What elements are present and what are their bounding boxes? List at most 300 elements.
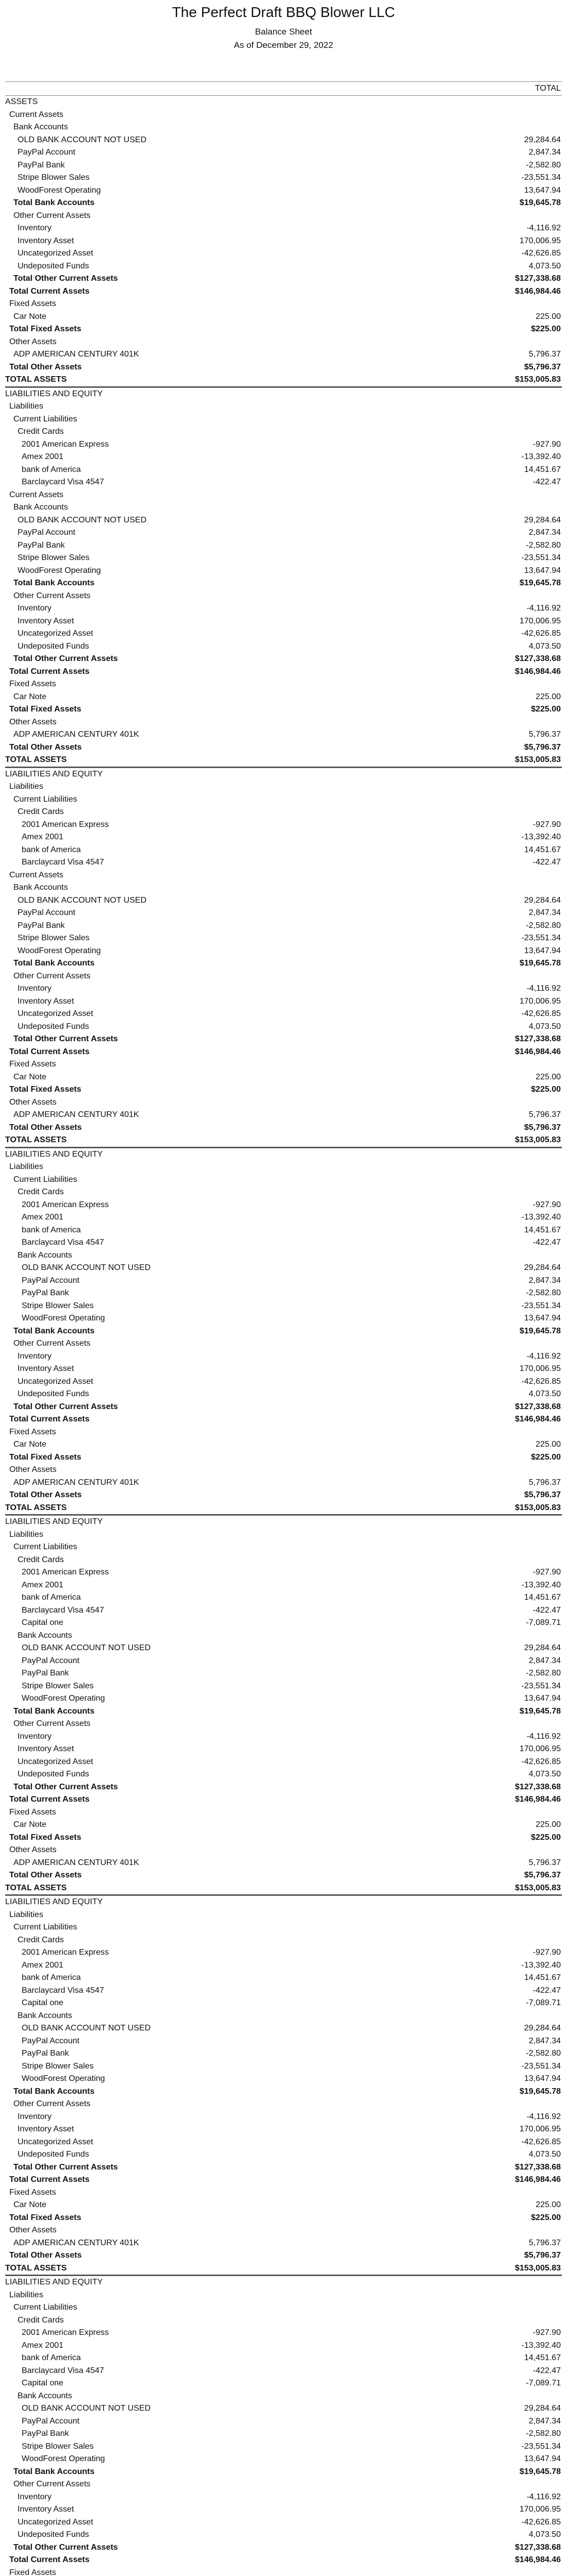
row-label: 2001 American Express xyxy=(22,2328,109,2337)
row-label: Undeposited Funds xyxy=(18,2530,89,2539)
row-amount: 13,647.94 xyxy=(524,185,561,195)
row-label: Inventory xyxy=(18,1351,52,1361)
account-row xyxy=(5,615,562,628)
account-row xyxy=(5,1566,562,1579)
row-amount: $127,338.68 xyxy=(515,1782,561,1791)
row-amount: 2,847.34 xyxy=(528,2416,561,2426)
account-row xyxy=(5,1718,562,1731)
row-amount: $5,796.37 xyxy=(524,1490,561,1499)
row-label: Amex 2001 xyxy=(22,1580,63,1589)
row-amount: $146,984.46 xyxy=(515,1795,561,1804)
row-label: Other Assets xyxy=(9,1845,57,1854)
account-row xyxy=(5,2453,562,2466)
account-row xyxy=(5,1363,562,1376)
row-label: Inventory xyxy=(18,984,52,993)
row-label: WoodForest Operating xyxy=(22,2074,105,2083)
row-label: Liabilities xyxy=(9,1530,43,1539)
total-row xyxy=(5,1793,562,1806)
row-amount: -2,582.80 xyxy=(526,921,561,930)
row-amount: -42,626.85 xyxy=(521,1377,561,1386)
row-label: Inventory Asset xyxy=(18,996,74,1006)
total-row xyxy=(5,1033,562,1046)
row-label: 2001 American Express xyxy=(22,439,109,449)
account-row xyxy=(5,1959,562,1972)
account-row xyxy=(5,1174,562,1187)
account-row xyxy=(5,2060,562,2073)
account-row xyxy=(5,1554,562,1567)
account-row xyxy=(5,2148,562,2161)
row-label: Credit Cards xyxy=(18,1188,64,1196)
account-row xyxy=(5,970,562,983)
row-amount: 29,284.64 xyxy=(524,2404,561,2413)
account-row xyxy=(5,172,562,184)
row-label: Stripe Blower Sales xyxy=(22,2061,94,2071)
account-row xyxy=(5,1617,562,1630)
account-row xyxy=(5,1997,562,2010)
row-amount: 170,006.95 xyxy=(519,996,561,1006)
row-label: Amex 2001 xyxy=(22,2341,63,2350)
row-amount: $5,796.37 xyxy=(524,362,561,371)
account-row xyxy=(5,1630,562,1642)
row-label: Other Assets xyxy=(9,1097,57,1107)
row-label: Total Bank Accounts xyxy=(13,1706,95,1716)
account-row xyxy=(5,1972,562,1985)
row-label: Total Current Assets xyxy=(9,2175,90,2184)
row-amount: -23,551.34 xyxy=(521,2442,561,2451)
row-amount: 4,073.50 xyxy=(528,2530,561,2539)
account-row xyxy=(5,2199,562,2212)
row-label: Other Current Assets xyxy=(13,2480,91,2488)
row-amount: 13,647.94 xyxy=(524,1694,561,1703)
row-label: Other Current Assets xyxy=(13,591,91,600)
row-amount: $127,338.68 xyxy=(515,2543,561,2552)
row-label: Total Other Current Assets xyxy=(13,1402,118,1411)
row-label: Total Other Assets xyxy=(9,2251,82,2260)
row-label: TOTAL ASSETS xyxy=(5,1883,67,1892)
row-label: Total Other Assets xyxy=(9,1871,82,1879)
account-row xyxy=(5,1642,562,1655)
row-amount: -13,392.40 xyxy=(521,1960,561,1970)
row-label: PayPal Bank xyxy=(18,921,65,930)
row-amount: 13,647.94 xyxy=(524,1314,561,1323)
row-label: Other Assets xyxy=(9,2226,57,2234)
row-label: Fixed Assets xyxy=(9,2188,56,2197)
row-amount: $225.00 xyxy=(531,1452,561,1462)
row-label: Current Liabilities xyxy=(13,1175,77,1184)
total-row xyxy=(5,703,562,716)
section-row xyxy=(5,387,562,401)
account-row xyxy=(5,781,562,793)
row-label: Inventory xyxy=(18,2492,52,2501)
row-label: Stripe Blower Sales xyxy=(22,1301,94,1310)
account-row xyxy=(5,1096,562,1109)
total-row xyxy=(5,2249,562,2262)
row-label: Total Other Assets xyxy=(9,362,82,371)
row-label: Uncategorized Asset xyxy=(18,1757,93,1766)
account-row xyxy=(5,932,562,945)
row-amount: 29,284.64 xyxy=(524,2024,561,2032)
row-amount: -4,116.92 xyxy=(526,2492,561,2501)
row-amount: $19,645.78 xyxy=(519,198,561,207)
account-row xyxy=(5,2516,562,2529)
row-amount: 14,451.67 xyxy=(524,845,561,854)
account-row xyxy=(5,552,562,565)
row-amount: 225.00 xyxy=(536,692,561,701)
row-label: Liabilities xyxy=(9,2290,43,2299)
total-row xyxy=(5,666,562,679)
row-amount: $127,338.68 xyxy=(515,2162,561,2172)
row-amount: -4,116.92 xyxy=(526,604,561,613)
row-amount: $153,005.83 xyxy=(515,1503,561,1512)
account-row xyxy=(5,1946,562,1959)
row-label: Total Other Current Assets xyxy=(13,1782,118,1791)
account-row xyxy=(5,716,562,729)
row-label: Barclaycard Visa 4547 xyxy=(22,1605,104,1615)
row-label: PayPal Account xyxy=(22,2036,80,2045)
account-row xyxy=(5,247,562,260)
row-amount: -927.90 xyxy=(532,2328,561,2337)
row-amount: -13,392.40 xyxy=(521,1213,561,1222)
row-label: Fixed Assets xyxy=(9,680,56,688)
row-label: Other Assets xyxy=(9,717,57,726)
account-row xyxy=(5,1008,562,1021)
row-amount: 29,284.64 xyxy=(524,515,561,524)
row-label: Credit Cards xyxy=(18,2315,64,2325)
row-amount: $146,984.46 xyxy=(515,2175,561,2184)
account-row xyxy=(5,1985,562,1997)
row-label: Uncategorized Asset xyxy=(18,2517,93,2527)
account-row xyxy=(5,1680,562,1693)
row-label: Credit Cards xyxy=(18,807,64,816)
account-row xyxy=(5,1529,562,1541)
account-row xyxy=(5,602,562,615)
row-amount: -4,116.92 xyxy=(526,2112,561,2121)
total-row xyxy=(5,1134,562,1148)
row-label: WoodForest Operating xyxy=(18,946,101,955)
row-amount: $153,005.83 xyxy=(515,1136,561,1144)
row-amount: $225.00 xyxy=(531,2213,561,2222)
row-label: 2001 American Express xyxy=(22,820,109,829)
row-label: Barclaycard Visa 4547 xyxy=(22,1986,104,1995)
total-row xyxy=(5,1325,562,1338)
row-label: Current Assets xyxy=(9,870,63,879)
row-label: WoodForest Operating xyxy=(22,2454,105,2463)
row-label: TOTAL ASSETS xyxy=(5,755,67,764)
row-amount: -927.90 xyxy=(532,1948,561,1957)
total-row xyxy=(5,2262,562,2276)
row-label: Bank Accounts xyxy=(18,2391,72,2400)
account-row xyxy=(5,2390,562,2403)
row-label: Uncategorized Asset xyxy=(18,629,93,638)
row-label: Total Other Current Assets xyxy=(13,2162,118,2172)
row-label: Total Current Assets xyxy=(9,1047,90,1056)
account-row xyxy=(5,2136,562,2149)
total-row xyxy=(5,2086,562,2098)
account-row xyxy=(5,1768,562,1781)
account-row xyxy=(5,146,562,159)
row-label: bank of America xyxy=(22,465,81,474)
row-label: PayPal Account xyxy=(18,908,76,917)
row-label: Total Other Current Assets xyxy=(13,1035,118,1043)
row-amount: 225.00 xyxy=(536,1820,561,1829)
account-row xyxy=(5,2415,562,2428)
row-amount: 170,006.95 xyxy=(519,616,561,625)
account-row xyxy=(5,920,562,933)
row-label: OLD BANK ACCOUNT NOT USED xyxy=(22,2024,151,2032)
account-row xyxy=(5,235,562,248)
row-label: Fixed Assets xyxy=(9,1427,56,1436)
row-amount: -7,089.71 xyxy=(526,1998,561,2007)
row-label: PayPal Account xyxy=(22,2416,80,2426)
row-amount: -13,392.40 xyxy=(521,833,561,841)
row-label: OLD BANK ACCOUNT NOT USED xyxy=(18,515,147,524)
row-label: Other Assets xyxy=(9,337,57,346)
row-label: Inventory Asset xyxy=(18,1364,74,1373)
section-row xyxy=(5,96,562,109)
row-label: PayPal Account xyxy=(22,1276,80,1285)
account-row xyxy=(5,298,562,311)
account-row xyxy=(5,1756,562,1769)
total-row xyxy=(5,754,562,768)
row-label: Total Current Assets xyxy=(9,286,90,296)
row-label: Total Other Assets xyxy=(9,1123,82,1132)
row-amount: $153,005.83 xyxy=(515,2263,561,2273)
row-label: TOTAL ASSETS xyxy=(5,1136,67,1144)
account-row xyxy=(5,451,562,464)
row-label: WoodForest Operating xyxy=(18,566,101,575)
row-label: Undeposited Funds xyxy=(18,641,89,651)
row-amount: 14,451.67 xyxy=(524,465,561,474)
row-label: Uncategorized Asset xyxy=(18,1377,93,1386)
row-amount: $146,984.46 xyxy=(515,1047,561,1056)
row-label: Other Current Assets xyxy=(13,971,91,980)
row-amount: $153,005.83 xyxy=(515,755,561,764)
row-amount: $19,645.78 xyxy=(519,579,561,587)
row-label: PayPal Account xyxy=(18,148,76,157)
row-label: Stripe Blower Sales xyxy=(18,934,90,942)
account-row xyxy=(5,1541,562,1554)
row-amount: 5,796.37 xyxy=(528,1858,561,1867)
row-label: Stripe Blower Sales xyxy=(18,553,90,562)
row-label: Current Liabilities xyxy=(13,414,77,423)
account-row xyxy=(5,489,562,502)
account-row xyxy=(5,2567,562,2576)
account-row xyxy=(5,1464,562,1477)
row-label: Bank Accounts xyxy=(13,123,68,131)
account-row xyxy=(5,1667,562,1680)
row-label: Undeposited Funds xyxy=(18,261,89,270)
row-amount: -23,551.34 xyxy=(521,1681,561,1690)
section-row xyxy=(5,1895,562,1909)
row-label: Fixed Assets xyxy=(9,2568,56,2576)
row-label: LIABILITIES AND EQUITY xyxy=(5,1517,103,1526)
row-label: Fixed Assets xyxy=(9,1807,56,1817)
row-amount: -13,392.40 xyxy=(521,452,561,461)
row-label: 2001 American Express xyxy=(22,1200,109,1209)
row-amount: 29,284.64 xyxy=(524,895,561,905)
row-label: OLD BANK ACCOUNT NOT USED xyxy=(22,1643,151,1652)
row-label: PayPal Bank xyxy=(22,2429,69,2438)
report-date: As of December 29, 2022 xyxy=(234,40,333,50)
row-label: PayPal Account xyxy=(22,1656,80,1665)
row-amount: 2,847.34 xyxy=(528,148,561,157)
account-row xyxy=(5,527,562,539)
account-row xyxy=(5,501,562,514)
row-amount: -23,551.34 xyxy=(521,1301,561,1310)
row-amount: 14,451.67 xyxy=(524,2353,561,2362)
account-row xyxy=(5,222,562,235)
row-amount: -23,551.34 xyxy=(521,553,561,562)
account-row xyxy=(5,2301,562,2314)
total-row xyxy=(5,2212,562,2225)
row-label: Total Other Current Assets xyxy=(13,274,118,283)
account-row xyxy=(5,2327,562,2340)
account-row xyxy=(5,134,562,147)
row-label: Inventory xyxy=(18,2112,52,2121)
row-amount: 29,284.64 xyxy=(524,1263,561,1272)
section-row xyxy=(5,2276,562,2289)
row-label: OLD BANK ACCOUNT NOT USED xyxy=(22,2404,151,2413)
row-label: Inventory xyxy=(18,224,52,232)
row-label: Total Fixed Assets xyxy=(9,1833,81,1842)
section-row xyxy=(5,1515,562,1529)
row-amount: $19,645.78 xyxy=(519,1706,561,1716)
row-amount: -927.90 xyxy=(532,1200,561,1209)
row-label: Total Bank Accounts xyxy=(13,959,95,968)
row-amount: $19,645.78 xyxy=(519,1326,561,1335)
row-label: Inventory Asset xyxy=(18,1744,74,1753)
row-label: PayPal Account xyxy=(18,528,76,537)
total-row xyxy=(5,653,562,666)
total-row xyxy=(5,1046,562,1059)
account-row xyxy=(5,691,562,704)
account-row xyxy=(5,1211,562,1224)
account-row xyxy=(5,2529,562,2541)
row-amount: 225.00 xyxy=(536,1072,561,1081)
row-label: TOTAL ASSETS xyxy=(5,1503,67,1512)
total-row xyxy=(5,2466,562,2479)
row-amount: 5,796.37 xyxy=(528,1110,561,1119)
row-amount: 5,796.37 xyxy=(528,1478,561,1487)
row-amount: $5,796.37 xyxy=(524,1123,561,1132)
row-amount: -4,116.92 xyxy=(526,224,561,232)
account-row xyxy=(5,1426,562,1439)
row-amount: 13,647.94 xyxy=(524,946,561,955)
row-label: Stripe Blower Sales xyxy=(22,2442,94,2451)
row-label: Total Fixed Assets xyxy=(9,2213,81,2222)
account-row xyxy=(5,2478,562,2491)
row-amount: -23,551.34 xyxy=(521,934,561,942)
row-amount: $146,984.46 xyxy=(515,1415,561,1423)
row-amount: 14,451.67 xyxy=(524,1593,561,1602)
row-label: Liabilities xyxy=(9,782,43,791)
row-label: Total Fixed Assets xyxy=(9,705,81,714)
row-label: Car Note xyxy=(13,1440,47,1449)
row-label: Current Assets xyxy=(9,110,63,119)
account-row xyxy=(5,1312,562,1325)
total-row xyxy=(5,374,562,387)
total-row xyxy=(5,323,562,336)
row-amount: -927.90 xyxy=(532,439,561,449)
row-label: bank of America xyxy=(22,1225,81,1234)
row-label: bank of America xyxy=(22,1593,81,1602)
row-label: Uncategorized Asset xyxy=(18,1009,93,1018)
row-label: Total Bank Accounts xyxy=(13,2087,95,2096)
column-header-total: TOTAL xyxy=(5,81,562,96)
account-row xyxy=(5,311,562,324)
row-label: Car Note xyxy=(13,692,47,701)
total-row xyxy=(5,1869,562,1882)
row-label: Total Bank Accounts xyxy=(13,2467,95,2476)
account-row xyxy=(5,336,562,349)
account-row xyxy=(5,1921,562,1934)
account-row xyxy=(5,995,562,1008)
row-amount: -2,582.80 xyxy=(526,1289,561,1297)
row-label: OLD BANK ACCOUNT NOT USED xyxy=(18,135,147,144)
row-amount: $225.00 xyxy=(531,705,561,714)
row-amount: 14,451.67 xyxy=(524,1225,561,1234)
total-row xyxy=(5,1705,562,1718)
row-amount: 2,847.34 xyxy=(528,528,561,537)
row-amount: 2,847.34 xyxy=(528,1656,561,1665)
total-row xyxy=(5,1832,562,1844)
account-row xyxy=(5,1743,562,1756)
total-row xyxy=(5,361,562,374)
row-label: Other Current Assets xyxy=(13,2099,91,2108)
account-row xyxy=(5,2428,562,2441)
row-label: LIABILITIES AND EQUITY xyxy=(5,1897,103,1906)
row-label: Total Current Assets xyxy=(9,2555,90,2564)
row-amount: -4,116.92 xyxy=(526,1351,561,1361)
row-amount: -422.47 xyxy=(532,478,561,486)
row-label: Bank Accounts xyxy=(13,883,68,892)
row-amount: -42,626.85 xyxy=(521,2517,561,2527)
total-row xyxy=(5,577,562,590)
row-label: Amex 2001 xyxy=(22,833,63,841)
row-label: Capital one xyxy=(22,1618,63,1627)
row-amount: -422.47 xyxy=(532,1605,561,1615)
row-amount: $127,338.68 xyxy=(515,274,561,283)
row-amount: 29,284.64 xyxy=(524,1643,561,1652)
account-row xyxy=(5,476,562,489)
row-label: PayPal Bank xyxy=(22,1289,69,1297)
account-row xyxy=(5,793,562,806)
row-label: WoodForest Operating xyxy=(22,1694,105,1703)
row-amount: $146,984.46 xyxy=(515,2555,561,2564)
total-row xyxy=(5,741,562,754)
row-label: Capital one xyxy=(22,1998,63,2007)
row-label: LIABILITIES AND EQUITY xyxy=(5,2278,103,2286)
row-label: Other Assets xyxy=(9,1465,57,1474)
account-row xyxy=(5,1819,562,1832)
row-amount: -23,551.34 xyxy=(521,173,561,182)
account-row xyxy=(5,2441,562,2453)
row-amount: -42,626.85 xyxy=(521,1009,561,1018)
report-name: Balance Sheet xyxy=(255,27,312,37)
section-row xyxy=(5,768,562,781)
row-amount: -2,582.80 xyxy=(526,2429,561,2438)
row-amount: $225.00 xyxy=(531,325,561,333)
account-row xyxy=(5,1224,562,1237)
account-row xyxy=(5,1236,562,1249)
row-label: bank of America xyxy=(22,1973,81,1982)
row-label: Inventory Asset xyxy=(18,616,74,625)
row-amount: -23,551.34 xyxy=(521,2061,561,2071)
row-amount: -13,392.40 xyxy=(521,1580,561,1589)
row-label: LIABILITIES AND EQUITY xyxy=(5,1149,103,1159)
account-row xyxy=(5,2187,562,2199)
account-row xyxy=(5,831,562,844)
